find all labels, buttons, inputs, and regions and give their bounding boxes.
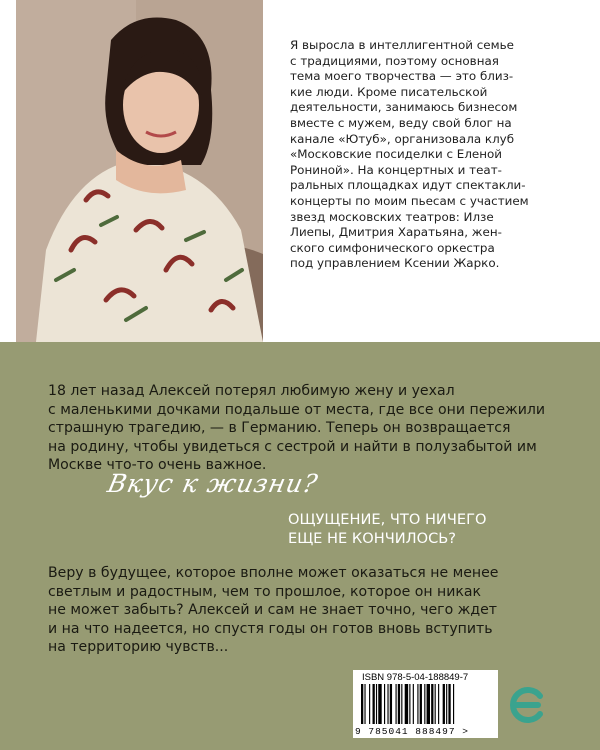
barcode-bar — [443, 684, 445, 724]
author-bio — [290, 38, 588, 272]
blurb-line: страшную трагедию, — в Германию. Теперь он возвращается — [48, 420, 511, 437]
barcode-bar — [427, 684, 430, 724]
blurb-line: на территорию чувств... — [48, 639, 229, 656]
barcode-bar — [446, 684, 447, 724]
barcode-bar — [364, 684, 365, 724]
barcode-bar — [453, 684, 454, 724]
barcode-bar — [435, 684, 436, 724]
headline-tagline — [288, 510, 508, 548]
barcode-bar — [396, 684, 397, 724]
barcode-bar — [420, 684, 422, 724]
barcode-bar — [390, 684, 392, 724]
bio-line: концерты по моим пьесам с участием — [290, 193, 529, 208]
bio-line: Рониной». На концертных и теат- — [290, 162, 502, 177]
author-section — [0, 0, 600, 342]
tagline-line: ОЩУЩЕНИЕ, ЧТО НИЧЕГО — [288, 511, 487, 528]
barcode-bar — [398, 684, 400, 724]
barcode-bar — [373, 684, 375, 724]
barcode-bar — [387, 684, 388, 724]
barcode-bar — [448, 684, 450, 724]
barcode-bar — [405, 684, 408, 724]
barcode-bar — [369, 684, 370, 724]
blurb-line: на родину, чтобы увидеться с сестрой и найти в полузабытой им — [48, 438, 537, 455]
publisher-logo-icon — [506, 674, 548, 730]
bio-line: канале «Ютуб», организовала клуб — [290, 131, 515, 146]
barcode-bar — [401, 684, 402, 724]
barcode-bar — [424, 684, 425, 724]
barcode-bar — [376, 684, 377, 724]
barcode-bar — [413, 684, 414, 724]
blurb-line: светлым и радостным, чем то прошлое, которое он никак — [48, 583, 482, 600]
barcode-bar — [409, 684, 410, 724]
blurb-line: 18 лет назад Алексей потерял любимую жену и уехал — [48, 383, 455, 399]
bio-line: звезд московских театров: Илзе — [290, 209, 494, 224]
bio-line: ского симфонического оркестра — [290, 240, 495, 255]
blurb-line: и на что надеется, но спустя годы он готов вновь вступить — [48, 620, 493, 637]
barcode-bars — [361, 684, 490, 726]
bio-line: с традициями, поэтому основная — [290, 53, 499, 68]
bio-line: «Московские посиделки с Еленой — [290, 147, 503, 162]
barcode-bar — [361, 684, 363, 724]
barcode-bar — [438, 684, 439, 724]
bio-line: Я выросла в интеллигентной семье — [290, 38, 514, 52]
bio-line: вместе с мужем, веду свой блог на — [290, 115, 512, 130]
blurb-bottom — [48, 564, 558, 657]
bio-line: тема моего творчества — это близ- — [290, 69, 514, 84]
bio-line: деятельности, занимаюсь бизнесом — [290, 100, 518, 115]
blurb-line: Веру в будущее, которое вполне может оказаться не менее — [48, 565, 499, 581]
tagline-line: ЕЩЕ НЕ КОНЧИЛОСЬ? — [288, 530, 457, 547]
bio-line: ральных площадках идут спектакли- — [290, 178, 526, 193]
bio-line: кие люди. Кроме писательской — [290, 84, 488, 99]
bio-line: под управлением Ксении Жарко. — [290, 256, 500, 271]
headline-script: Вкус к жизни? — [104, 469, 321, 498]
blurb-line: с маленькими дочками подальше от места, где все они пережили — [48, 401, 546, 418]
barcode-bar — [417, 684, 418, 724]
bio-line: Лиепы, Дмитрия Харатьяна, жен- — [290, 225, 502, 240]
blurb-line: не может забыть? Алексей и сам не знает точно, чего ждет — [48, 602, 497, 619]
author-photo — [16, 0, 263, 342]
author-portrait-illustration — [16, 0, 263, 342]
barcode — [353, 670, 498, 738]
barcode-bar — [384, 684, 385, 724]
barcode-bar — [378, 684, 381, 724]
blurb-top — [48, 382, 558, 475]
barcode-bar — [431, 684, 433, 724]
blurb-line: Москве что-то очень важное. — [48, 457, 267, 474]
barcode-digits: 9 785041 888497 > — [355, 726, 469, 737]
isbn-number: ISBN 978-5-04-188849-7 — [362, 672, 469, 683]
